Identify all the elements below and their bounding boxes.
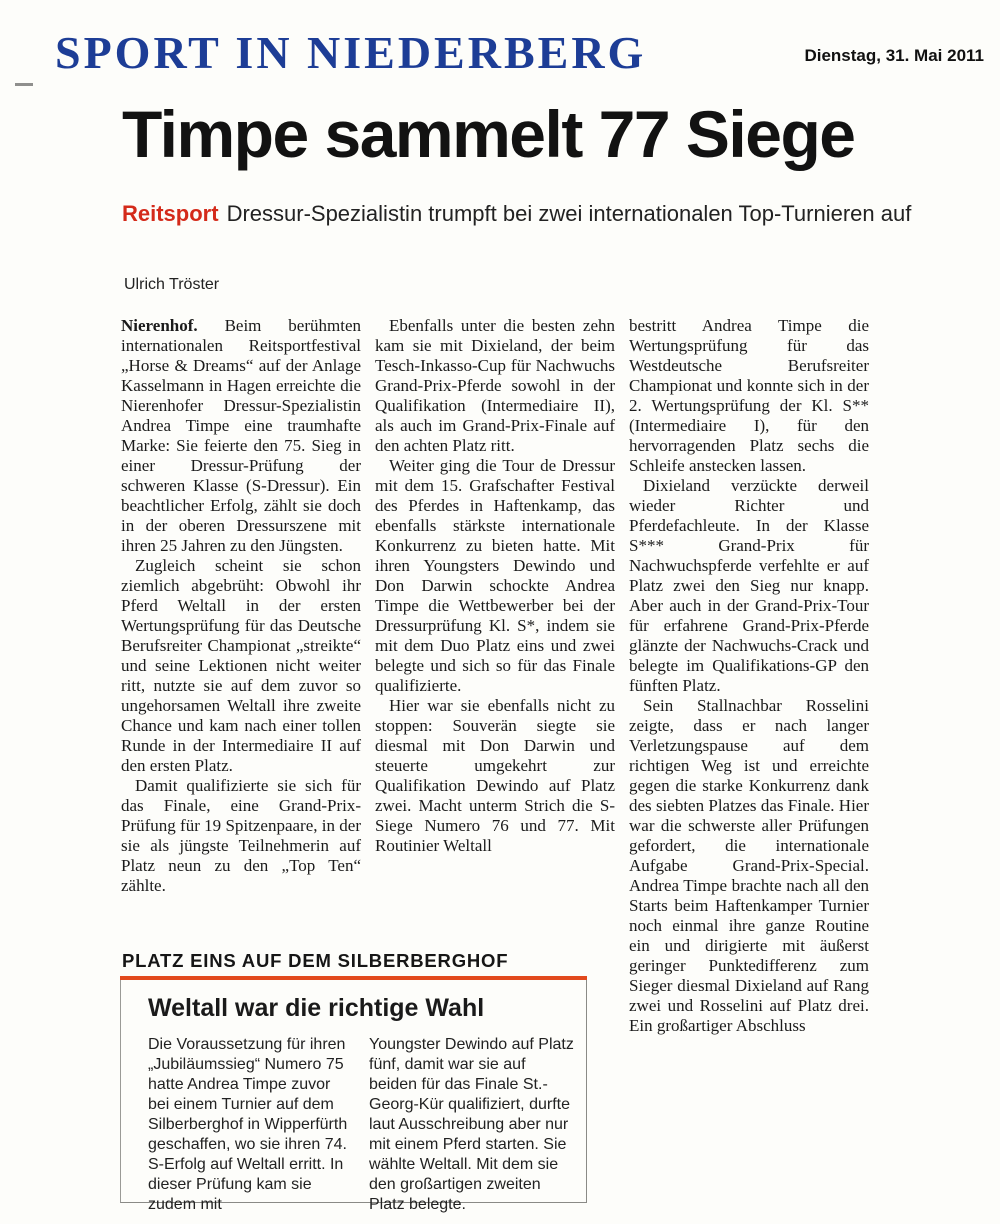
article-column-2 [375,316,615,1036]
infobox-title: Weltall war die richtige Wahl [148,994,485,1022]
article-body [121,316,869,1036]
scan-mark [15,83,33,86]
paragraph: Damit qualifizierte sie sich für das Finale, eine Grand-Prix-Prüfung für 19 Spitzenpaare, in der sie als jüngste Teilnehmerin auf Platz neun zu den „Top Ten“ zählte. [121,776,361,895]
paragraph: Hier war sie ebenfalls nicht zu stoppen: Souverän siegte sie diesmal mit Don Darwin und steuerte umgekehrt zur Qualifikation Dewindo auf Platz zwei. Macht unterm Strich die S-Siege Numero 76 und 77. Mit Routinier Weltall [375,696,615,855]
paragraph: Dixieland verzückte derweil wieder Richter und Pferdefachleute. In der Klasse S*** Grand-Prix für Nachwuchspferde verfehlte er auf Platz zwei den Sieg nur knapp. Aber auch in der Grand-Prix-Tour für erfahrene Grand-Prix-Pferde glänzte der Nachwuchs-Crack und belegte im Qualifikations-GP den fünften Platz. [629,476,869,695]
infobox [120,980,587,1213]
infobox-body [148,1035,586,1215]
section-title: SPORT IN NIEDERBERG [55,27,647,78]
lead-paragraph [121,316,361,556]
paragraph: Sein Stallnachbar Rosselini zeigte, dass er nach langer Verletzungspause auf dem richtigen Weg ist und erreichte gegen die starke Konkurrenz dank des siebten Platzes das Finale. Hier war die schwerste aller Prüfungen gefordert, die internationale Aufgabe Grand-Prix-Special. Andrea Timpe brachte nach all den Starts beim Haftenkamper Turnier noch einmal ihre ganze Routine ein und dirigierte mit äußerst geringer Punktedifferenz zum Sieger diesmal Dixieland auf Rang zwei und Rosselini auf Platz drei. Ein großartiger Abschluss [629,696,869,1035]
infobox-column-1: Die Voraussetzung für ihren „Jubiläumssieg“ Numero 75 hatte Andrea Timpe zuvor bei einem Turnier auf dem Silberberghof in Wipperfürth geschaffen, wo sie ihren 74. S-Erfolg auf Weltall erritt. In dieser Prüfung kam sie zudem mit [148,1036,348,1213]
article-kicker: Reitsport [122,201,219,226]
byline: Ulrich Tröster [124,276,220,293]
lead-paragraph-text: Beim berühmten internationalen Reitsportfestival „Horse & Dreams“ auf der Anlage Kasselmann in Hagen erreichte die Nierenhofer Dressur-Spezialistin Andrea Timpe eine traumhafte Marke: Sie feierte den 75. Sieg in einer Dressur-Prüfung der schweren Klasse (S-Dressur). Ein beachtlicher Erfolg, zählt sie doch in der oberen Dressurszene mit ihren 25 Jahren zu den Jüngsten. [121,316,361,555]
paragraph: Zugleich scheint sie schon ziemlich abgebrüht: Obwohl ihr Pferd Weltall in der ersten Wertungsprüfung für das Deutsche Berufsreiter Championat „streikte“ und seine Lektionen nicht weiter ritt, nutzte sie auf dem zuvor so ungehorsamen Weltall ihre zweite Chance und kam nach einer tollen Runde in der Intermediaire II auf den ersten Platz. [121,556,361,775]
infobox-column-2: Youngster Dewindo auf Platz fünf, damit war sie auf beiden für das Finale St.-Georg-Kür qualifiziert, durfte laut Ausschreibung aber nur mit einem Pferd starten. Sie wählte Weltall. Mit dem sie den großartigen zweiten Platz belegte. [369,1036,574,1213]
infobox-kicker: PLATZ EINS AUF DEM SILBERBERGHOF [122,950,509,971]
subhead-text: Dressur-Spezialistin trumpft bei zwei internationalen Top-Turnieren auf [226,201,912,226]
paragraph: bestritt Andrea Timpe die Wertungsprüfung für das Westdeutsche Berufsreiter Championat und konnte sich in der 2. Wertungsprüfung der Kl. S** (Intermediaire I), für den hervorragenden Platz sechs die Schleife anstecken lassen. [629,316,869,475]
issue-date: Dienstag, 31. Mai 2011 [804,46,984,65]
article-column-1 [121,316,361,1036]
article-column-3 [629,316,869,1036]
paragraph: Weiter ging die Tour de Dressur mit dem 15. Grafschafter Festival des Pferdes in Haftenkamp, das ebenfalls stärkste internationale Konkurrenz zu bieten hatte. Mit ihren Youngsters Dewindo und Don Darwin schockte Andrea Timpe die Wettbewerber bei der Dressurprüfung Kl. S*, indem sie mit dem Duo Platz eins und zwei belegte und sich so für das Finale qualifizierte. [375,456,615,695]
article-headline: Timpe sammelt 77 Siege [122,97,855,171]
article-subhead [122,201,911,227]
dateline: Nierenhof. [121,316,198,335]
paragraph: Ebenfalls unter die besten zehn kam sie mit Dixieland, der beim Tesch-Inkasso-Cup für Nachwuchs Grand-Prix-Pferde sowohl in der Qualifikation (Intermediaire II), als auch im Grand-Prix-Finale auf den achten Platz ritt. [375,316,615,455]
